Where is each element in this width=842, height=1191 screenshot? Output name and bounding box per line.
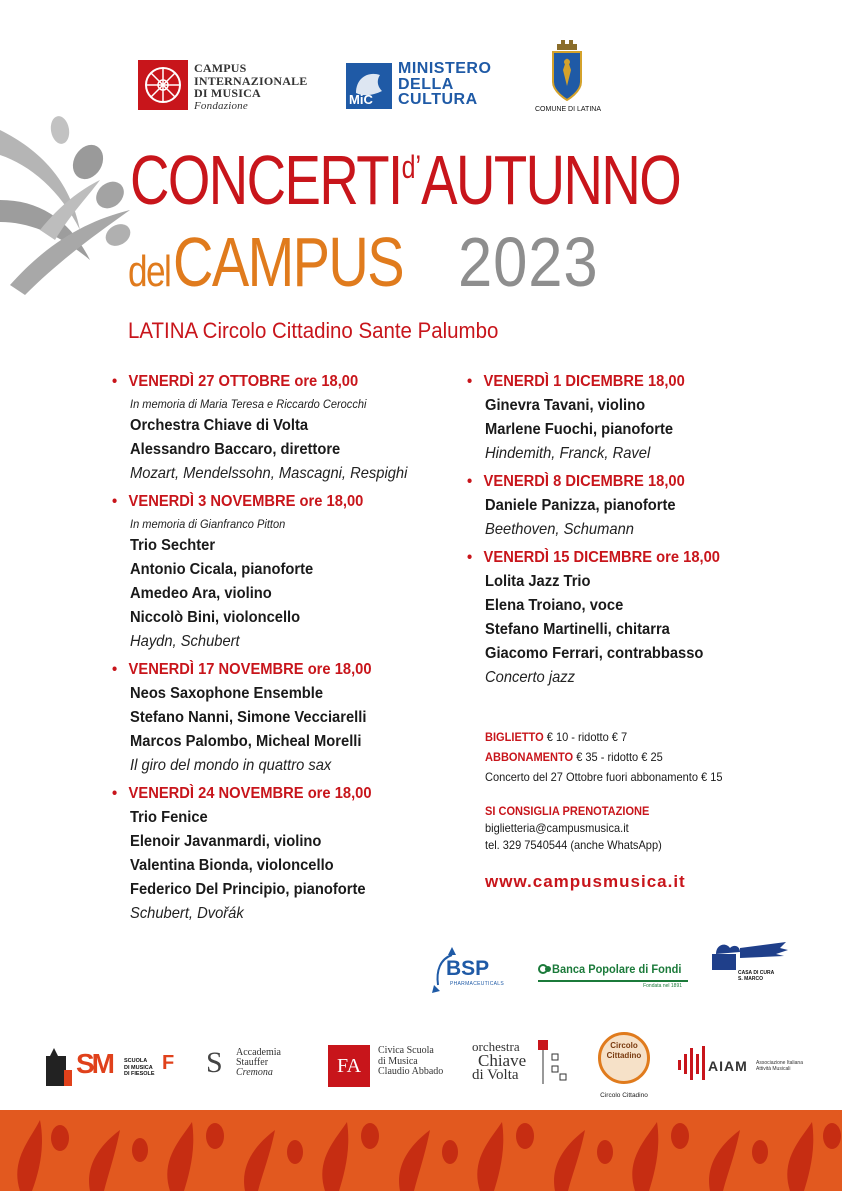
circolo-cittadino-logo xyxy=(594,1032,654,1102)
fiesole-emblem-icon xyxy=(44,1048,74,1088)
campus-internazionale-logo xyxy=(138,60,318,116)
bullet-icon: • xyxy=(112,493,118,510)
concert-performer: Trio Sechter xyxy=(130,537,216,554)
concert-repertoire: Il giro del mondo in quattro sax xyxy=(130,757,332,774)
abbado-line3: Claudio Abbado xyxy=(378,1066,444,1077)
mic-badge-text: MiC xyxy=(349,92,373,107)
concert-performer: Neos Saxophone Ensemble xyxy=(130,685,324,702)
title-line-1 xyxy=(130,141,681,229)
concert-performer: Marcos Palombo, Micheal Morelli xyxy=(130,733,362,750)
concert-performer: Stefano Nanni, Simone Vecciarelli xyxy=(130,709,367,726)
bullet-icon: • xyxy=(467,473,473,490)
aiam-sub-line1: Associazione Italiana xyxy=(756,1060,803,1066)
bullet-icon: • xyxy=(112,661,118,678)
ocdv-line2: Chiave xyxy=(478,1051,527,1070)
concert-repertoire: Schubert, Dvořák xyxy=(130,905,244,922)
comune-di-latina-logo xyxy=(528,40,608,118)
latina-crest-icon xyxy=(550,40,584,102)
aiam-bars-icon xyxy=(676,1044,708,1084)
concert-performer: Orchestra Chiave di Volta xyxy=(130,417,309,434)
banca-popolare-fondi-logo xyxy=(538,958,688,992)
campus-logo-line4: Fondazione xyxy=(194,99,248,112)
ocdv-line3: di Volta xyxy=(472,1067,519,1083)
concert-performer: Stefano Martinelli, chitarra xyxy=(485,621,670,638)
campus-emblem-icon xyxy=(138,60,188,110)
mic-badge xyxy=(346,63,392,109)
concert-performer: Amedeo Ara, violino xyxy=(130,585,272,602)
bullet-icon: • xyxy=(467,549,473,566)
fiesole-line1: SCUOLA xyxy=(124,1058,148,1064)
abbado-line1: Civica Scuola xyxy=(378,1045,434,1056)
concert-date: VENERDÌ 1 DICEMBRE 18,00 xyxy=(483,373,685,390)
stauffer-s-mark: S xyxy=(206,1046,223,1079)
concert-event xyxy=(112,658,450,778)
concert-date: VENERDÌ 15 DICEMBRE ore 18,00 xyxy=(483,549,720,566)
aiam-sub-line2: Attività Musicali xyxy=(756,1066,791,1072)
booking-info xyxy=(485,803,662,854)
bsp-text: BSP xyxy=(446,957,490,980)
decorative-floral-band xyxy=(0,1110,842,1191)
concert-repertoire: Haydn, Schubert xyxy=(130,633,240,650)
bpf-mark-icon xyxy=(538,962,552,976)
concert-repertoire: Concerto jazz xyxy=(485,669,576,686)
concert-performer: Elena Troiano, voce xyxy=(485,597,624,614)
title-autunno: AUTUNNO xyxy=(421,141,681,219)
bullet-icon: • xyxy=(112,373,118,390)
concert-date: VENERDÌ 24 NOVEMBRE ore 18,00 xyxy=(128,785,372,802)
concert-performer: Alessandro Baccaro, direttore xyxy=(130,441,341,458)
san-marco-lion-icon xyxy=(710,940,790,970)
concert-performer: Lolita Jazz Trio xyxy=(485,573,591,590)
title-campus: CAMPUS xyxy=(173,223,404,301)
ticket-note: Concerto del 27 Ottobre fuori abbonamento € 15 xyxy=(485,770,723,784)
concert-memo: In memoria di Gianfranco Pitton xyxy=(130,517,286,531)
fiesole-f: F xyxy=(162,1052,175,1074)
venue-line: LATINA Circolo Cittadino Sante Palumbo xyxy=(128,318,499,343)
mic-line3: CULTURA xyxy=(398,91,478,108)
cdc-line2: S. MARCO xyxy=(738,976,763,982)
mic-line1: MINISTERO xyxy=(398,60,492,77)
concert-event xyxy=(112,782,450,926)
stauffer-line1: Accademia xyxy=(236,1047,281,1058)
ticket-price: € 10 - ridotto € 7 xyxy=(546,730,628,744)
civica-scuola-abbado-logo xyxy=(328,1040,448,1090)
ticket-info xyxy=(485,727,723,787)
stauffer-line3: Cremona xyxy=(236,1067,273,1078)
campus-logo-line1: CAMPUS xyxy=(194,61,247,75)
website-link[interactable]: www.campusmusica.it xyxy=(485,872,686,891)
circolo-line2: Cittadino xyxy=(606,1051,642,1060)
concert-event xyxy=(467,370,805,466)
booking-phone: tel. 329 7540544 (anche WhatsApp) xyxy=(485,838,662,852)
floral-pattern-icon xyxy=(0,1110,842,1191)
concert-repertoire: Hindemith, Franck, Ravel xyxy=(485,445,651,462)
title-del: del xyxy=(128,247,171,296)
concert-event xyxy=(112,490,450,654)
orchestra-chiave-di-volta-logo xyxy=(472,1040,572,1090)
subscription-price: € 35 - ridotto € 25 xyxy=(576,750,663,764)
bsp-sub: PHARMACEUTICALS xyxy=(450,981,504,987)
title-line-2 xyxy=(128,223,599,318)
concert-performer: Daniele Panizza, pianoforte xyxy=(485,497,676,514)
concert-repertoire: Beethoven, Schumann xyxy=(485,521,634,538)
accademia-stauffer-logo xyxy=(206,1040,306,1090)
ocdv-line1: orchestra xyxy=(472,1039,520,1054)
title-concerti: CONCERTI xyxy=(130,141,402,219)
aiam-text: AIAM xyxy=(708,1058,748,1074)
concert-performer: Giacomo Ferrari, contrabbasso xyxy=(485,645,704,662)
concert-performer: Ginevra Tavani, violino xyxy=(485,397,646,414)
campus-logo-line3: DI MUSICA xyxy=(194,86,261,100)
concert-performer: Federico Del Principio, pianoforte xyxy=(130,881,366,898)
concert-event xyxy=(112,370,450,486)
bpf-text: Banca Popolare di Fondi xyxy=(552,962,682,976)
fiesole-sm: SM xyxy=(76,1048,112,1079)
concert-event xyxy=(467,546,805,690)
concert-performer: Antonio Cicala, pianoforte xyxy=(130,561,314,578)
bpf-sub: Fondata nel 1891 xyxy=(643,983,682,989)
fiesole-line3: DI FIESOLE xyxy=(124,1071,155,1077)
concert-date: VENERDÌ 17 NOVEMBRE ore 18,00 xyxy=(128,661,372,678)
concert-performer: Elenoir Javanmardi, violino xyxy=(130,833,322,850)
concert-date: VENERDÌ 8 DICEMBRE 18,00 xyxy=(483,473,685,490)
title-d-apostrophe: d’ xyxy=(401,149,422,185)
concert-repertoire: Mozart, Mendelssohn, Mascagni, Respighi xyxy=(130,465,408,482)
subscription-label: ABBONAMENTO xyxy=(485,750,574,764)
stauffer-line2: Stauffer xyxy=(236,1057,269,1068)
abbado-line2: di Musica xyxy=(378,1055,418,1067)
casa-di-cura-san-marco-logo xyxy=(710,940,790,990)
circolo-badge xyxy=(598,1032,650,1084)
concert-date: VENERDÌ 27 OTTOBRE ore 18,00 xyxy=(128,373,359,390)
booking-email[interactable]: biglietteria@campusmusica.it xyxy=(485,821,629,835)
concert-event xyxy=(467,470,805,542)
circolo-label: Circolo Cittadino xyxy=(600,1092,648,1099)
fiesole-line2: DI MUSICA xyxy=(124,1064,153,1071)
concert-date: VENERDÌ 3 NOVEMBRE ore 18,00 xyxy=(128,493,364,510)
bsp-pharmaceuticals-logo xyxy=(430,945,514,993)
abbado-mark: FA xyxy=(328,1045,370,1087)
concert-performer: Valentina Bionda, violoncello xyxy=(130,857,334,874)
campus-logo-line2: INTERNAZIONALE xyxy=(194,73,308,88)
concert-performer: Marlene Fuochi, pianoforte xyxy=(485,421,674,438)
title-year: 2023 xyxy=(458,223,599,301)
concerts-left-column xyxy=(112,370,450,930)
concert-memo: In memoria di Maria Teresa e Riccardo Cerocchi xyxy=(130,397,367,411)
concerts-right-column xyxy=(467,370,805,694)
concert-performer: Trio Fenice xyxy=(130,809,208,826)
concert-performer: Niccolò Bini, violoncello xyxy=(130,609,301,626)
scuola-musica-fiesole-logo xyxy=(44,1040,184,1090)
ticket-label: BIGLIETTO xyxy=(485,730,544,744)
mic-line2: DELLA xyxy=(398,75,454,93)
cdc-line1: CASA DI CURA xyxy=(738,970,775,976)
ocdv-key-icon xyxy=(536,1040,570,1086)
bpf-underline xyxy=(538,980,688,982)
bullet-icon: • xyxy=(467,373,473,390)
booking-label: SI CONSIGLIA PRENOTAZIONE xyxy=(485,804,650,818)
aiam-logo xyxy=(676,1040,816,1090)
bullet-icon: • xyxy=(112,785,118,802)
latina-label: COMUNE DI LATINA xyxy=(535,106,601,113)
ministero-cultura-logo xyxy=(346,61,496,111)
circolo-line1: Circolo xyxy=(610,1041,638,1050)
